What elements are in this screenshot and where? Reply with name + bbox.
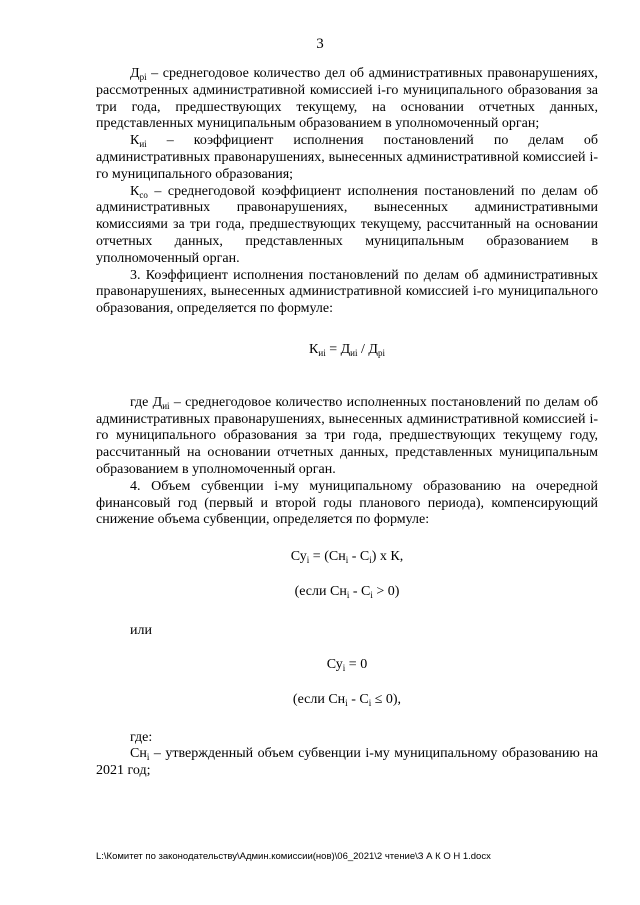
paragraph-sn-i: $Сн_і$ – утвержденный объем субвенции і-му муниципальному образованию на 2021 год; bbox=[96, 746, 598, 779]
formula-zero: $Су_і = 0$ bbox=[326, 656, 368, 673]
page-number: 3 bbox=[316, 36, 324, 52]
formula-condition-positive: (если $Сн_і - С_і > 0$) bbox=[294, 583, 400, 600]
formula-subvention: $Су_і = (Сн_і - С_і)$ х К, bbox=[290, 549, 404, 566]
formula-coefficient: $К_{иі} = Д_{иі} / Д_{рі}$ bbox=[309, 341, 385, 358]
paragraph-4: 4. Объем субвенции і-му муниципальному образованию на очередной финансовый год (первый и второй годы планового периода), компенсирующий снижение объема субвенции, определяется по формуле: bbox=[96, 478, 598, 528]
file-path-footer: L:\Комитет по законодательству\Админ.комиссии(нов)\06_2021\2 чтение\З А К О Н 1.docx bbox=[96, 851, 491, 862]
document-body bbox=[96, 66, 598, 780]
paragraph-k-ii: $К_{иі}$ – коэффициент исполнения постановлений по делам об административных правонарушениях, вынесенных административной комиссией і-го муниципального образования; bbox=[96, 133, 598, 182]
paragraph-3: 3. Коэффициент исполнения постановлений по делам об административных правонарушениях, вынесенных административной комиссией і-го муниципального образования, определяется по формуле: bbox=[96, 267, 598, 317]
paragraph-d-ii: где $Д_{иі}$ – среднегодовое количество исполненных постановлений по делам об административных правонарушениях, вынесенных административной комиссией і-го муниципального образования за три года, предшествующих текущему году, рассчитанный на основании отчетных данных, представленных муниципальным образованием в уполномоченный орган. bbox=[96, 394, 598, 477]
paragraph-k-so: $К_{со}$ – среднегодовой коэффициент исполнения постановлений по делам об административных правонарушениях, вынесенных административными комиссиями за три года, предшествующих текущему, рассчитанный на основании отчетных данных, представленных муниципальным образованием в уполномоченный орган. bbox=[96, 183, 598, 266]
formula-condition-nonpositive: (если $Сн_і - С_і \le 0$), bbox=[292, 691, 402, 708]
paragraph-d-ri: $Д_{рі}$ – среднегодовое количество дел об административных правонарушениях, рассмотренных административной комиссией і-го муниципального образования за три года, предшествующих текущему, на основании отчетных данных, представленных муниципальным образованием в уполномоченный орган; bbox=[96, 66, 598, 132]
where-label: где: bbox=[130, 730, 153, 746]
or-word: или bbox=[130, 622, 152, 638]
